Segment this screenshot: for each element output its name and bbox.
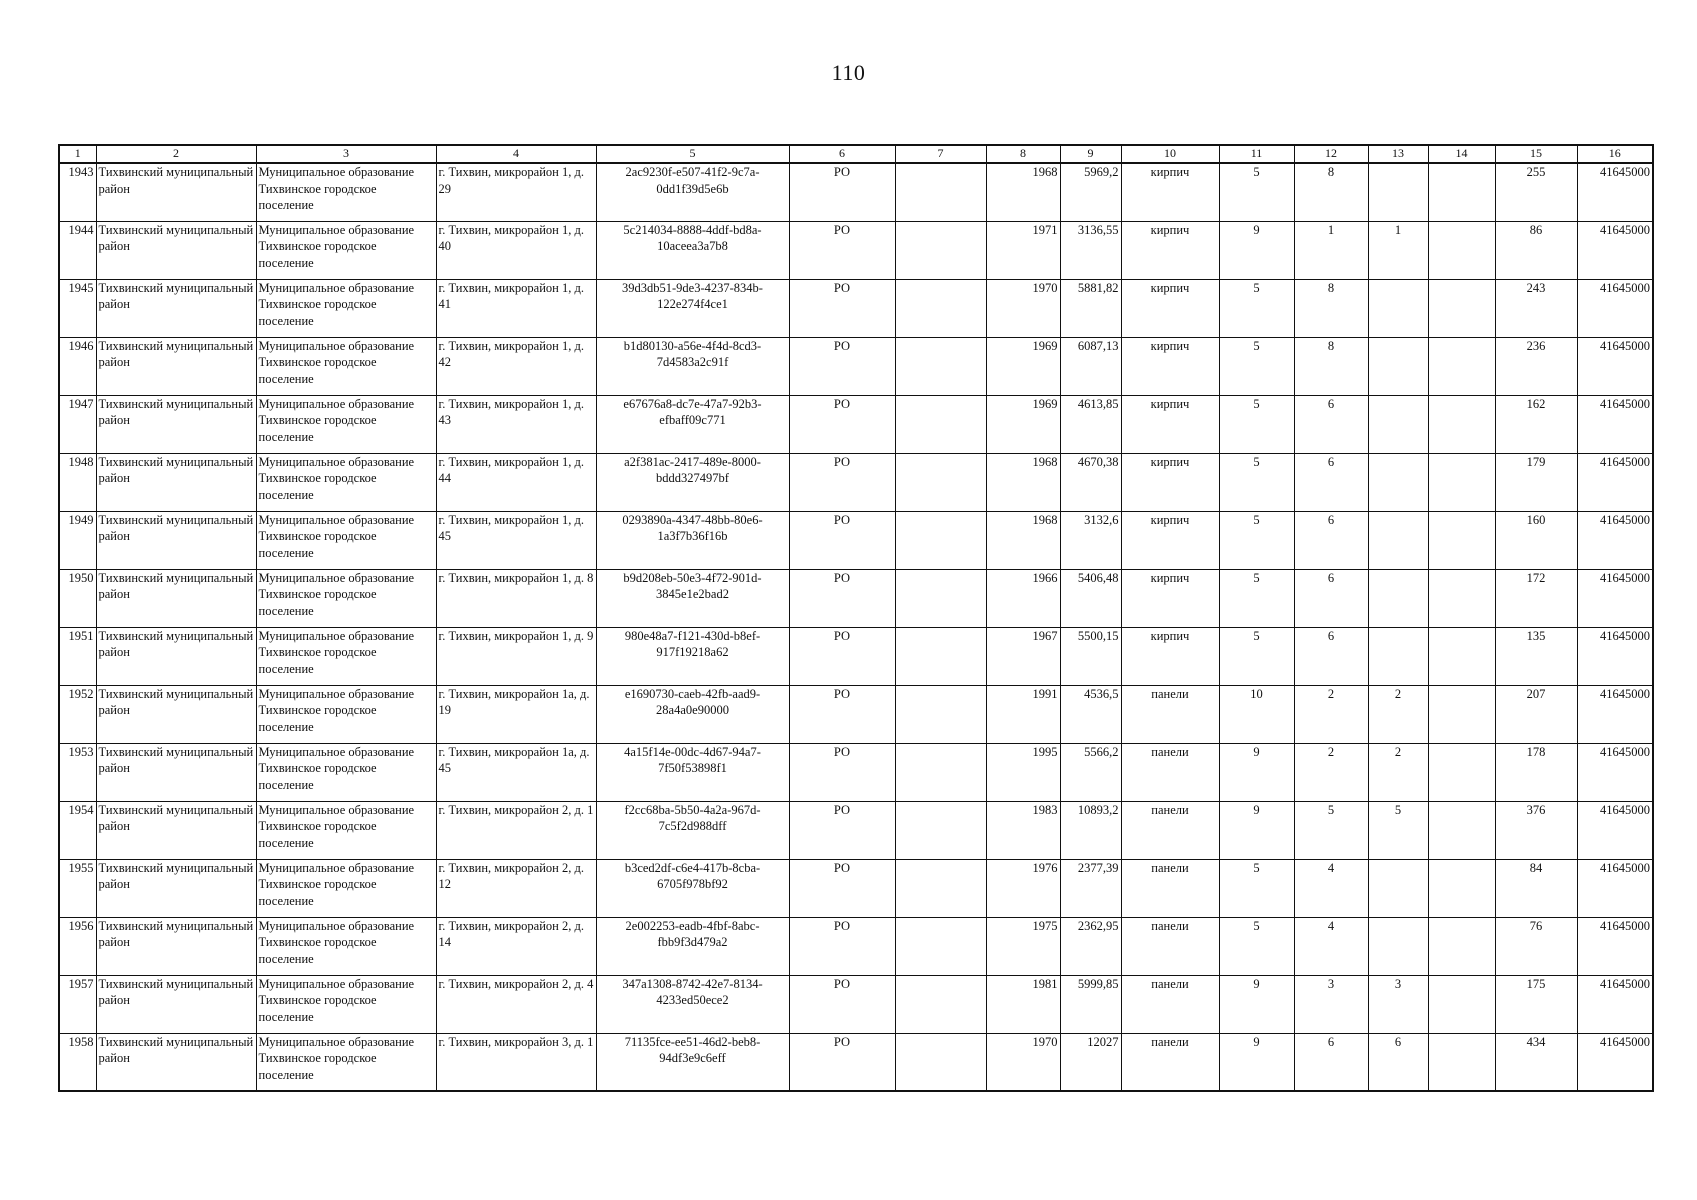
cell-row-number: 1955 [59, 859, 96, 917]
cell-area: 2362,95 [1060, 917, 1121, 975]
cell-house-guid: 347a1308-8742-42e7-8134-4233ed50ece2 [596, 975, 789, 1033]
cell-residents: 135 [1495, 627, 1577, 685]
cell-row-number: 1957 [59, 975, 96, 1033]
cell-col-7 [895, 337, 986, 395]
cell-house-guid: b9d208eb-50e3-4f72-901d-3845e1e2bad2 [596, 569, 789, 627]
cell-col-13 [1368, 627, 1428, 685]
table-row [59, 337, 1653, 395]
cell-residents: 236 [1495, 337, 1577, 395]
cell-area: 4670,38 [1060, 453, 1121, 511]
cell-house-guid: b3ced2df-c6e4-417b-8cba-6705f978bf92 [596, 859, 789, 917]
cell-district: Тихвинский муниципальный район [96, 221, 256, 279]
cell-col-14 [1428, 627, 1495, 685]
cell-floors: 5 [1219, 395, 1294, 453]
cell-col-14 [1428, 395, 1495, 453]
cell-row-number: 1954 [59, 801, 96, 859]
cell-col-14 [1428, 511, 1495, 569]
cell-residents: 84 [1495, 859, 1577, 917]
cell-district: Тихвинский муниципальный район [96, 685, 256, 743]
cell-row-number: 1948 [59, 453, 96, 511]
cell-category: РО [789, 859, 895, 917]
cell-year-built: 1969 [986, 395, 1060, 453]
cell-address: г. Тихвин, микрорайон 2, д. 4 [436, 975, 596, 1033]
table-row [59, 511, 1653, 569]
cell-category: РО [789, 221, 895, 279]
cell-col-12: 4 [1294, 917, 1368, 975]
cell-col-12: 6 [1294, 627, 1368, 685]
cell-year-built: 1995 [986, 743, 1060, 801]
cell-residents: 434 [1495, 1033, 1577, 1091]
cell-col-14 [1428, 569, 1495, 627]
cell-address: г. Тихвин, микрорайон 2, д. 14 [436, 917, 596, 975]
cell-municipality: Муниципальное образование Тихвинское городское поселение [256, 163, 436, 221]
cell-year-built: 1976 [986, 859, 1060, 917]
cell-col-13 [1368, 453, 1428, 511]
cell-col-7 [895, 1033, 986, 1091]
cell-col-13 [1368, 511, 1428, 569]
cell-wall-material: кирпич [1121, 279, 1219, 337]
cell-category: РО [789, 685, 895, 743]
cell-year-built: 1981 [986, 975, 1060, 1033]
cell-row-number: 1951 [59, 627, 96, 685]
housing-registry-table [58, 144, 1654, 1092]
cell-district: Тихвинский муниципальный район [96, 453, 256, 511]
cell-residents: 178 [1495, 743, 1577, 801]
cell-wall-material: панели [1121, 685, 1219, 743]
table-row [59, 1033, 1653, 1091]
column-header-15: 15 [1495, 145, 1577, 163]
cell-wall-material: кирпич [1121, 453, 1219, 511]
cell-floors: 9 [1219, 1033, 1294, 1091]
cell-category: РО [789, 975, 895, 1033]
column-header-14: 14 [1428, 145, 1495, 163]
cell-oktmo-code: 41645000 [1577, 743, 1653, 801]
cell-residents: 160 [1495, 511, 1577, 569]
table-header [59, 145, 1653, 163]
cell-address: г. Тихвин, микрорайон 1, д. 8 [436, 569, 596, 627]
cell-col-12: 2 [1294, 743, 1368, 801]
cell-address: г. Тихвин, микрорайон 1, д. 42 [436, 337, 596, 395]
cell-col-7 [895, 685, 986, 743]
cell-col-13: 3 [1368, 975, 1428, 1033]
cell-row-number: 1952 [59, 685, 96, 743]
cell-oktmo-code: 41645000 [1577, 511, 1653, 569]
cell-area: 2377,39 [1060, 859, 1121, 917]
cell-col-12: 8 [1294, 337, 1368, 395]
cell-municipality: Муниципальное образование Тихвинское городское поселение [256, 511, 436, 569]
cell-oktmo-code: 41645000 [1577, 337, 1653, 395]
cell-year-built: 1970 [986, 1033, 1060, 1091]
column-header-2: 2 [96, 145, 256, 163]
cell-address: г. Тихвин, микрорайон 1, д. 29 [436, 163, 596, 221]
cell-col-14 [1428, 743, 1495, 801]
cell-year-built: 1983 [986, 801, 1060, 859]
cell-col-13 [1368, 337, 1428, 395]
column-header-11: 11 [1219, 145, 1294, 163]
cell-oktmo-code: 41645000 [1577, 453, 1653, 511]
cell-floors: 10 [1219, 685, 1294, 743]
cell-address: г. Тихвин, микрорайон 1а, д. 19 [436, 685, 596, 743]
cell-col-13: 5 [1368, 801, 1428, 859]
cell-floors: 5 [1219, 279, 1294, 337]
cell-col-7 [895, 395, 986, 453]
cell-address: г. Тихвин, микрорайон 1, д. 44 [436, 453, 596, 511]
cell-row-number: 1947 [59, 395, 96, 453]
cell-oktmo-code: 41645000 [1577, 801, 1653, 859]
cell-year-built: 1975 [986, 917, 1060, 975]
cell-col-13: 1 [1368, 221, 1428, 279]
cell-col-7 [895, 801, 986, 859]
cell-municipality: Муниципальное образование Тихвинское городское поселение [256, 685, 436, 743]
cell-category: РО [789, 395, 895, 453]
cell-category: РО [789, 337, 895, 395]
cell-address: г. Тихвин, микрорайон 2, д. 1 [436, 801, 596, 859]
cell-oktmo-code: 41645000 [1577, 569, 1653, 627]
cell-oktmo-code: 41645000 [1577, 627, 1653, 685]
cell-area: 4536,5 [1060, 685, 1121, 743]
cell-row-number: 1950 [59, 569, 96, 627]
cell-district: Тихвинский муниципальный район [96, 1033, 256, 1091]
column-header-3: 3 [256, 145, 436, 163]
cell-col-13 [1368, 395, 1428, 453]
cell-area: 5500,15 [1060, 627, 1121, 685]
cell-year-built: 1970 [986, 279, 1060, 337]
cell-wall-material: кирпич [1121, 511, 1219, 569]
cell-category: РО [789, 569, 895, 627]
cell-wall-material: панели [1121, 801, 1219, 859]
cell-address: г. Тихвин, микрорайон 1, д. 45 [436, 511, 596, 569]
cell-col-7 [895, 221, 986, 279]
table-row [59, 917, 1653, 975]
cell-category: РО [789, 627, 895, 685]
column-header-13: 13 [1368, 145, 1428, 163]
cell-row-number: 1958 [59, 1033, 96, 1091]
cell-municipality: Муниципальное образование Тихвинское городское поселение [256, 917, 436, 975]
cell-wall-material: кирпич [1121, 627, 1219, 685]
cell-area: 5406,48 [1060, 569, 1121, 627]
cell-district: Тихвинский муниципальный район [96, 511, 256, 569]
cell-wall-material: панели [1121, 859, 1219, 917]
table-row [59, 163, 1653, 221]
table-row [59, 453, 1653, 511]
cell-floors: 5 [1219, 859, 1294, 917]
cell-col-14 [1428, 163, 1495, 221]
cell-category: РО [789, 917, 895, 975]
cell-house-guid: e1690730-caeb-42fb-aad9-28a4a0e90000 [596, 685, 789, 743]
cell-col-12: 5 [1294, 801, 1368, 859]
cell-year-built: 1968 [986, 511, 1060, 569]
cell-col-13: 6 [1368, 1033, 1428, 1091]
cell-address: г. Тихвин, микрорайон 1, д. 41 [436, 279, 596, 337]
cell-area: 5969,2 [1060, 163, 1121, 221]
cell-floors: 5 [1219, 917, 1294, 975]
cell-col-12: 8 [1294, 163, 1368, 221]
cell-col-13 [1368, 279, 1428, 337]
cell-wall-material: кирпич [1121, 337, 1219, 395]
cell-year-built: 1969 [986, 337, 1060, 395]
cell-address: г. Тихвин, микрорайон 1, д. 43 [436, 395, 596, 453]
cell-year-built: 1991 [986, 685, 1060, 743]
cell-area: 12027 [1060, 1033, 1121, 1091]
cell-col-12: 4 [1294, 859, 1368, 917]
column-header-12: 12 [1294, 145, 1368, 163]
cell-row-number: 1943 [59, 163, 96, 221]
cell-col-7 [895, 743, 986, 801]
cell-municipality: Муниципальное образование Тихвинское городское поселение [256, 337, 436, 395]
cell-col-14 [1428, 221, 1495, 279]
cell-municipality: Муниципальное образование Тихвинское городское поселение [256, 453, 436, 511]
cell-floors: 9 [1219, 743, 1294, 801]
cell-floors: 9 [1219, 801, 1294, 859]
cell-wall-material: панели [1121, 917, 1219, 975]
column-header-8: 8 [986, 145, 1060, 163]
table-row [59, 395, 1653, 453]
cell-col-13: 2 [1368, 685, 1428, 743]
column-header-16: 16 [1577, 145, 1653, 163]
cell-residents: 179 [1495, 453, 1577, 511]
cell-col-14 [1428, 279, 1495, 337]
cell-category: РО [789, 1033, 895, 1091]
table-row [59, 569, 1653, 627]
cell-col-7 [895, 859, 986, 917]
table-row [59, 221, 1653, 279]
cell-col-14 [1428, 337, 1495, 395]
cell-floors: 5 [1219, 569, 1294, 627]
cell-district: Тихвинский муниципальный район [96, 743, 256, 801]
column-header-10: 10 [1121, 145, 1219, 163]
cell-col-12: 6 [1294, 395, 1368, 453]
cell-wall-material: кирпич [1121, 569, 1219, 627]
cell-area: 3136,55 [1060, 221, 1121, 279]
cell-oktmo-code: 41645000 [1577, 1033, 1653, 1091]
cell-year-built: 1971 [986, 221, 1060, 279]
cell-district: Тихвинский муниципальный район [96, 627, 256, 685]
cell-district: Тихвинский муниципальный район [96, 569, 256, 627]
cell-floors: 5 [1219, 627, 1294, 685]
cell-year-built: 1968 [986, 163, 1060, 221]
cell-category: РО [789, 511, 895, 569]
cell-house-guid: 39d3db51-9de3-4237-834b-122e274f4ce1 [596, 279, 789, 337]
cell-address: г. Тихвин, микрорайон 2, д. 12 [436, 859, 596, 917]
cell-residents: 76 [1495, 917, 1577, 975]
cell-municipality: Муниципальное образование Тихвинское городское поселение [256, 221, 436, 279]
cell-floors: 5 [1219, 511, 1294, 569]
table-body [59, 163, 1653, 1091]
cell-floors: 5 [1219, 337, 1294, 395]
cell-col-12: 1 [1294, 221, 1368, 279]
cell-row-number: 1945 [59, 279, 96, 337]
cell-house-guid: b1d80130-a56e-4f4d-8cd3-7d4583a2c91f [596, 337, 789, 395]
cell-floors: 5 [1219, 453, 1294, 511]
cell-col-12: 6 [1294, 511, 1368, 569]
table-row [59, 801, 1653, 859]
cell-col-12: 6 [1294, 453, 1368, 511]
cell-house-guid: 2ac9230f-e507-41f2-9c7a-0dd1f39d5e6b [596, 163, 789, 221]
cell-col-7 [895, 453, 986, 511]
cell-col-7 [895, 279, 986, 337]
cell-col-7 [895, 917, 986, 975]
cell-oktmo-code: 41645000 [1577, 975, 1653, 1033]
cell-col-14 [1428, 859, 1495, 917]
cell-house-guid: f2cc68ba-5b50-4a2a-967d-7c5f2d988dff [596, 801, 789, 859]
cell-year-built: 1967 [986, 627, 1060, 685]
cell-col-12: 3 [1294, 975, 1368, 1033]
cell-oktmo-code: 41645000 [1577, 685, 1653, 743]
cell-row-number: 1949 [59, 511, 96, 569]
cell-residents: 162 [1495, 395, 1577, 453]
cell-year-built: 1966 [986, 569, 1060, 627]
cell-col-12: 6 [1294, 1033, 1368, 1091]
cell-area: 4613,85 [1060, 395, 1121, 453]
cell-wall-material: кирпич [1121, 163, 1219, 221]
cell-area: 5566,2 [1060, 743, 1121, 801]
cell-area: 3132,6 [1060, 511, 1121, 569]
cell-district: Тихвинский муниципальный район [96, 917, 256, 975]
cell-wall-material: кирпич [1121, 395, 1219, 453]
cell-area: 5999,85 [1060, 975, 1121, 1033]
column-header-6: 6 [789, 145, 895, 163]
cell-district: Тихвинский муниципальный район [96, 395, 256, 453]
table-row [59, 627, 1653, 685]
table-row [59, 975, 1653, 1033]
page-number: 110 [831, 60, 866, 85]
cell-house-guid: 0293890a-4347-48bb-80e6-1a3f7b36f16b [596, 511, 789, 569]
cell-district: Тихвинский муниципальный район [96, 859, 256, 917]
cell-category: РО [789, 801, 895, 859]
cell-residents: 207 [1495, 685, 1577, 743]
cell-row-number: 1956 [59, 917, 96, 975]
cell-house-guid: 5c214034-8888-4ddf-bd8a-10aceea3a7b8 [596, 221, 789, 279]
cell-district: Тихвинский муниципальный район [96, 801, 256, 859]
cell-municipality: Муниципальное образование Тихвинское городское поселение [256, 1033, 436, 1091]
table-row [59, 279, 1653, 337]
cell-municipality: Муниципальное образование Тихвинское городское поселение [256, 801, 436, 859]
cell-col-13 [1368, 569, 1428, 627]
cell-category: РО [789, 163, 895, 221]
cell-col-14 [1428, 801, 1495, 859]
cell-oktmo-code: 41645000 [1577, 917, 1653, 975]
cell-address: г. Тихвин, микрорайон 1, д. 40 [436, 221, 596, 279]
cell-row-number: 1946 [59, 337, 96, 395]
column-header-4: 4 [436, 145, 596, 163]
table-row [59, 743, 1653, 801]
cell-col-14 [1428, 917, 1495, 975]
cell-row-number: 1944 [59, 221, 96, 279]
cell-year-built: 1968 [986, 453, 1060, 511]
cell-col-14 [1428, 975, 1495, 1033]
column-header-1: 1 [59, 145, 96, 163]
cell-residents: 255 [1495, 163, 1577, 221]
cell-house-guid: a2f381ac-2417-489e-8000-bddd327497bf [596, 453, 789, 511]
cell-area: 5881,82 [1060, 279, 1121, 337]
cell-district: Тихвинский муниципальный район [96, 279, 256, 337]
cell-col-7 [895, 569, 986, 627]
cell-wall-material: панели [1121, 975, 1219, 1033]
cell-floors: 5 [1219, 163, 1294, 221]
cell-residents: 86 [1495, 221, 1577, 279]
cell-district: Тихвинский муниципальный район [96, 975, 256, 1033]
cell-municipality: Муниципальное образование Тихвинское городское поселение [256, 279, 436, 337]
cell-residents: 175 [1495, 975, 1577, 1033]
cell-district: Тихвинский муниципальный район [96, 163, 256, 221]
cell-municipality: Муниципальное образование Тихвинское городское поселение [256, 975, 436, 1033]
cell-col-7 [895, 511, 986, 569]
cell-address: г. Тихвин, микрорайон 3, д. 1 [436, 1033, 596, 1091]
cell-municipality: Муниципальное образование Тихвинское городское поселение [256, 395, 436, 453]
cell-category: РО [789, 453, 895, 511]
table-row [59, 685, 1653, 743]
cell-oktmo-code: 41645000 [1577, 221, 1653, 279]
cell-municipality: Муниципальное образование Тихвинское городское поселение [256, 859, 436, 917]
cell-house-guid: 4a15f14e-00dc-4d67-94a7-7f50f53898f1 [596, 743, 789, 801]
cell-col-12: 6 [1294, 569, 1368, 627]
cell-oktmo-code: 41645000 [1577, 163, 1653, 221]
header-row [59, 145, 1653, 163]
cell-house-guid: e67676a8-dc7e-47a7-92b3-efbaff09c771 [596, 395, 789, 453]
cell-col-12: 8 [1294, 279, 1368, 337]
cell-municipality: Муниципальное образование Тихвинское городское поселение [256, 627, 436, 685]
cell-col-14 [1428, 453, 1495, 511]
cell-category: РО [789, 279, 895, 337]
column-header-5: 5 [596, 145, 789, 163]
cell-col-14 [1428, 685, 1495, 743]
cell-residents: 172 [1495, 569, 1577, 627]
cell-col-12: 2 [1294, 685, 1368, 743]
cell-oktmo-code: 41645000 [1577, 395, 1653, 453]
cell-col-13 [1368, 859, 1428, 917]
cell-col-7 [895, 627, 986, 685]
cell-area: 6087,13 [1060, 337, 1121, 395]
column-header-9: 9 [1060, 145, 1121, 163]
cell-address: г. Тихвин, микрорайон 1а, д. 45 [436, 743, 596, 801]
cell-col-13: 2 [1368, 743, 1428, 801]
cell-address: г. Тихвин, микрорайон 1, д. 9 [436, 627, 596, 685]
cell-col-13 [1368, 917, 1428, 975]
cell-municipality: Муниципальное образование Тихвинское городское поселение [256, 743, 436, 801]
cell-category: РО [789, 743, 895, 801]
column-header-7: 7 [895, 145, 986, 163]
table-row [59, 859, 1653, 917]
cell-municipality: Муниципальное образование Тихвинское городское поселение [256, 569, 436, 627]
cell-floors: 9 [1219, 975, 1294, 1033]
cell-house-guid: 71135fce-ee51-46d2-beb8-94df3e9c6eff [596, 1033, 789, 1091]
cell-oktmo-code: 41645000 [1577, 859, 1653, 917]
cell-wall-material: панели [1121, 1033, 1219, 1091]
cell-row-number: 1953 [59, 743, 96, 801]
cell-area: 10893,2 [1060, 801, 1121, 859]
cell-col-7 [895, 163, 986, 221]
cell-wall-material: панели [1121, 743, 1219, 801]
cell-col-13 [1368, 163, 1428, 221]
cell-house-guid: 980e48a7-f121-430d-b8ef-917f19218a62 [596, 627, 789, 685]
cell-residents: 376 [1495, 801, 1577, 859]
cell-residents: 243 [1495, 279, 1577, 337]
cell-house-guid: 2e002253-eadb-4fbf-8abc-fbb9f3d479a2 [596, 917, 789, 975]
cell-district: Тихвинский муниципальный район [96, 337, 256, 395]
cell-col-7 [895, 975, 986, 1033]
cell-floors: 9 [1219, 221, 1294, 279]
cell-col-14 [1428, 1033, 1495, 1091]
cell-wall-material: кирпич [1121, 221, 1219, 279]
cell-oktmo-code: 41645000 [1577, 279, 1653, 337]
